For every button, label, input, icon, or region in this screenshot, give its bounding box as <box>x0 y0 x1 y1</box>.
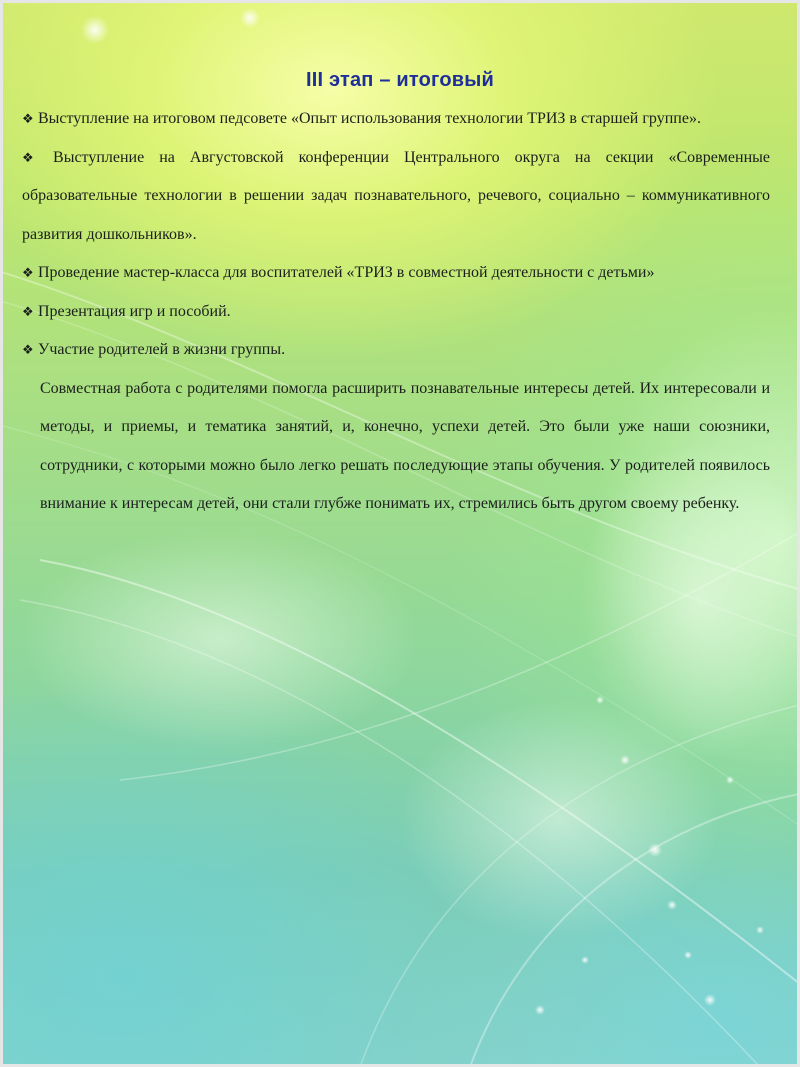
slide-content <box>22 100 770 524</box>
bullet-item-text: Участие родителей в жизни группы. <box>38 341 286 358</box>
bullet-item-5 <box>22 331 770 370</box>
bullet-item-3 <box>22 254 770 293</box>
bullet-diamond-icon: ❖ <box>22 111 34 126</box>
bullet-item-text: Проведение мастер-класса для воспитателей «ТРИЗ в совместной деятельности с детьми» <box>38 264 655 281</box>
bullet-item-text: Выступление на Августовской конференции Центрального округа на секции «Современные образовательные технологии в решении задач познавательного, речевого, социально – коммуникативного развития дошкольников». <box>22 148 770 243</box>
bullet-diamond-icon: ❖ <box>22 303 34 319</box>
bullet-diamond-icon: ❖ <box>22 342 34 357</box>
summary-paragraph: Совместная работа с родителями помогла расширить познавательные интересы детей. Их интересовали и методы, и приемы, и тематика занятий, и, конечно, успехи детей. Это были уже наши союзники, сотрудники, с которыми можно было легко решать последующие этапы обучения. У родителей появилось внимание к интересам детей, они стали глубже понимать их, стремились быть другом своему ребенку. <box>40 379 770 512</box>
bullet-item-2 <box>22 139 770 255</box>
bullet-item-text: Презентация игр и пособий. <box>38 302 231 320</box>
bullet-item-4 <box>22 293 770 332</box>
bullet-item-1 <box>22 100 770 139</box>
slide-title: III этап – итоговый <box>305 69 495 91</box>
bullet-item-text: Выступление на итоговом педсовете «Опыт использования технологии ТРИЗ в старшей группе». <box>38 110 701 127</box>
bullet-diamond-icon: ❖ <box>22 265 34 280</box>
bullet-diamond-icon: ❖ <box>22 149 34 165</box>
